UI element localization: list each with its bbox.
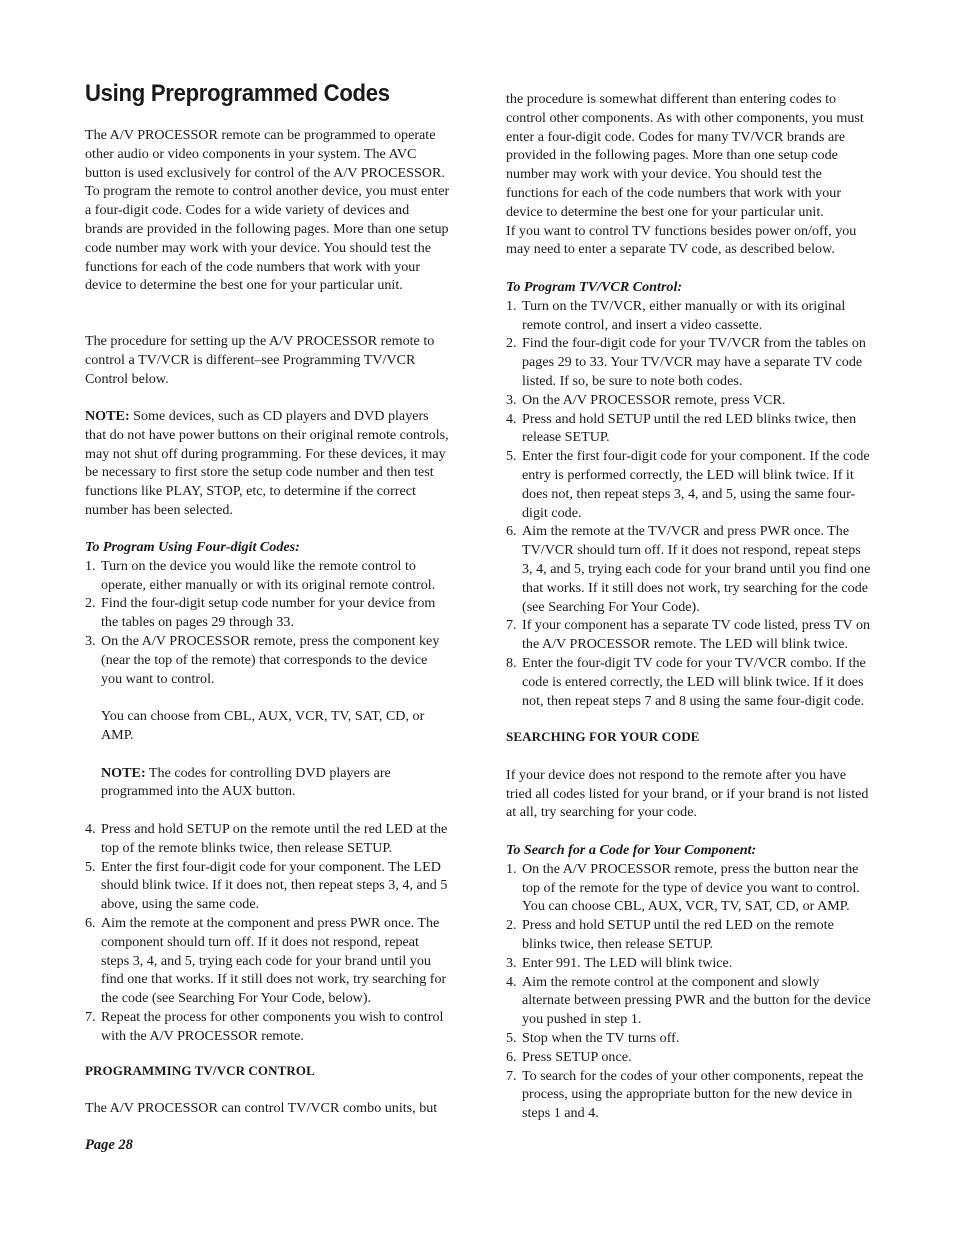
page-number: Page 28 — [85, 1137, 133, 1153]
step-text: Turn on the device you would like the remote control to operate, either manually or with its original remote control. — [101, 557, 436, 593]
step-text: On the A/V PROCESSOR remote, press the component key (near the top of the remote) that corresponds to the device you want to control. — [101, 632, 440, 687]
step-number: 6. — [85, 914, 96, 931]
step-text: Aim the remote control at the component and slowly alternate between pressing PWR and the button for the device you pushed in step 1. — [522, 973, 871, 1028]
list-item — [506, 1067, 871, 1123]
list-item — [506, 916, 871, 954]
step-number: 3. — [506, 391, 517, 408]
step-number: 6. — [506, 523, 517, 540]
tvvcr-continued-2: If you want to control TV functions besides power on/off, you may need to enter a separate TV code, as described below. — [506, 222, 857, 258]
list-item — [506, 1048, 871, 1067]
step-number: 2. — [506, 335, 517, 352]
note-label: NOTE: — [85, 408, 130, 424]
list-item — [506, 522, 871, 616]
list-item — [506, 616, 871, 654]
choose-text: You can choose from CBL, AUX, VCR, TV, SAT, CD, or AMP. — [101, 708, 425, 743]
step-text: Enter 991. The LED will blink twice. — [522, 954, 733, 971]
step-text: Stop when the TV turns off. — [522, 1030, 680, 1047]
page-title: Using Preprogrammed Codes — [85, 80, 390, 107]
note2-text — [85, 764, 450, 802]
step-text: Repeat the process for other components you wish to control with the A/V PROCESSOR remote. — [101, 1008, 444, 1044]
step-text: Aim the remote at the component and press PWR once. The component should turn off. If it does not respond, repeat steps 3, 4, and 5, trying each code for your brand until you find one that works. If it still does not work, try searching for the code (see Searching For Your Code, below). — [101, 914, 447, 1007]
step-text: To search for the codes of your other components, repeat the process, using the appropriate button for the new device in steps 1 and 4. — [522, 1067, 864, 1122]
step-number: 5. — [506, 448, 517, 465]
procedure-text: The procedure for setting up the A/V PROCESSOR remote to control a TV/VCR is different–see Programming TV/VCR Control below. — [85, 333, 435, 387]
subheading-four-digit: To Program Using Four-digit Codes: — [85, 539, 300, 555]
step-text: Enter the first four-digit code for your component. The LED should blink twice. If it does not, then repeat steps 3, 4, and 5 above, using the same code. — [101, 858, 448, 913]
step-number: 4. — [506, 410, 517, 427]
four-digit-section — [85, 538, 450, 1118]
list-item — [506, 391, 871, 410]
list-item — [85, 1008, 450, 1046]
step-text: Press and hold SETUP on the remote until the red LED at the top of the remote blinks twice, then release SETUP. — [101, 820, 448, 856]
steps-list-four-digit-continued — [85, 820, 450, 1046]
list-item — [85, 632, 450, 688]
step-number: 7. — [506, 617, 517, 634]
note-paragraph — [85, 407, 450, 520]
step-text: Find the four-digit code for your TV/VCR from the tables on pages 29 to 33. Your TV/VCR may have a separate TV code listed. If so, be sure to note both codes. — [522, 335, 866, 389]
note-body: Some devices, such as CD players and DVD players that do not have power buttons on their original remote controls, may not shut off during programming. For these devices, it may be necessary to first store the setup code number and then test functions like PLAY, STOP, etc, to determine if the correct number has been selected. — [85, 408, 449, 518]
subheading-tvvcr: To Program TV/VCR Control: — [506, 278, 683, 295]
step-text: If your component has a separate TV code listed, press TV on the A/V PROCESSOR remote. The LED will blink twice. — [522, 617, 871, 653]
step-number: 4. — [85, 820, 96, 837]
step-number: 7. — [506, 1067, 517, 1084]
list-item — [506, 1029, 871, 1048]
list-item — [85, 858, 450, 914]
step-number: 3. — [506, 954, 517, 971]
procedure-paragraph — [85, 332, 450, 388]
step-number: 8. — [506, 654, 517, 671]
step-number: 2. — [85, 595, 96, 612]
steps-list-four-digit — [85, 557, 450, 689]
list-item — [506, 973, 871, 1029]
steps-list-search — [506, 860, 871, 1123]
step-number: 7. — [85, 1008, 96, 1025]
list-item — [506, 447, 871, 522]
step-text: On the A/V PROCESSOR remote, press the button near the top of the remote for the type of device you want to control. You can choose CBL, AUX, VCR, TV, SAT, CD, or AMP. — [522, 860, 860, 915]
list-item — [506, 410, 871, 448]
step-text: Find the four-digit setup code number for your device from the tables on pages 29 through 33. — [101, 595, 436, 631]
heading-searching: SEARCHING FOR YOUR CODE — [506, 729, 700, 745]
step-number: 2. — [506, 917, 517, 934]
step-text: Aim the remote at the TV/VCR and press PWR once. The TV/VCR should turn off. If it does not respond, repeat steps 3, 4, and 5, trying each code for your brand until you find one that works. If it still does not work, try searching for the code (see Searching For Your Code). — [522, 523, 871, 615]
step-text: Press and hold SETUP until the red LED blinks twice, then release SETUP. — [522, 410, 857, 446]
list-item — [506, 954, 871, 973]
step-text: Turn on the TV/VCR, either manually or with its original remote control, and insert a video cassette. — [522, 297, 846, 333]
step-number: 1. — [506, 297, 517, 314]
right-intro — [506, 90, 871, 1123]
step-text: Press and hold SETUP until the red LED on the remote blinks twice, then release SETUP. — [522, 917, 834, 953]
step-number: 4. — [506, 973, 517, 990]
list-item — [506, 654, 871, 710]
step-number: 5. — [506, 1030, 517, 1047]
list-item — [85, 820, 450, 858]
note2-label: NOTE: — [101, 764, 146, 781]
heading-programming-tvvcr: PROGRAMMING TV/VCR CONTROL — [85, 1062, 315, 1078]
step-number: 5. — [85, 858, 96, 875]
note-text — [85, 407, 450, 520]
list-item — [506, 860, 871, 916]
step-number: 3. — [85, 632, 96, 649]
step-number: 1. — [85, 557, 96, 574]
step-number: 1. — [506, 860, 517, 877]
subheading-search: To Search for a Code for Your Component: — [506, 842, 757, 859]
intro-text: The A/V PROCESSOR remote can be programmed to operate other audio or video components in your system. The AVC button is used exclusively for control of the A/V PROCESSOR. To program the remote to control another device, you must enter a four-digit code. Codes for a wide variety of devices and brands are provided in the following pages. More than one setup code number may work with your device. You should test the functions for each of the code numbers that work with your device to determine the best one for your particular unit. — [85, 127, 450, 294]
list-item — [85, 557, 450, 595]
step-text: Enter the first four-digit code for your component. If the code entry is performed correctly, the LED will blink twice. If it does not, then repeat steps 3, 4, and 5, using the same four-digit code. — [522, 448, 870, 521]
step-text: Enter the four-digit TV code for your TV/VCR combo. If the code is entered correctly, the LED will blink twice. If it does not, then repeat steps 7 and 8 using the same four-digit code. — [522, 654, 866, 709]
step-text: On the A/V PROCESSOR remote, press VCR. — [522, 391, 786, 408]
search-intro: If your device does not respond to the remote after you have tried all codes listed for your brand, or if your brand is not listed at all, try searching for your code. — [506, 766, 869, 821]
list-item — [506, 334, 871, 390]
steps-list-tvvcr — [506, 297, 871, 711]
list-item — [85, 914, 450, 1008]
list-item — [85, 594, 450, 632]
tvvcr-continued: the procedure is somewhat different than entering codes to control other components. As with other components, you must enter a four-digit code. Codes for many TV/VCR brands are provided in the following pages. More than one setup code number may work with your device. You should test the functions for each of the code numbers that work with your device to determine the best one for your particular unit. — [506, 91, 864, 220]
intro-paragraph — [85, 126, 450, 295]
note2-body: The codes for controlling DVD players are programmed into the AUX button. — [101, 764, 391, 800]
tvvcr-intro: The A/V PROCESSOR can control TV/VCR combo units, but — [85, 1100, 438, 1117]
list-item — [506, 297, 871, 335]
step-text: Press SETUP once. — [522, 1048, 632, 1065]
step-number: 6. — [506, 1048, 517, 1065]
